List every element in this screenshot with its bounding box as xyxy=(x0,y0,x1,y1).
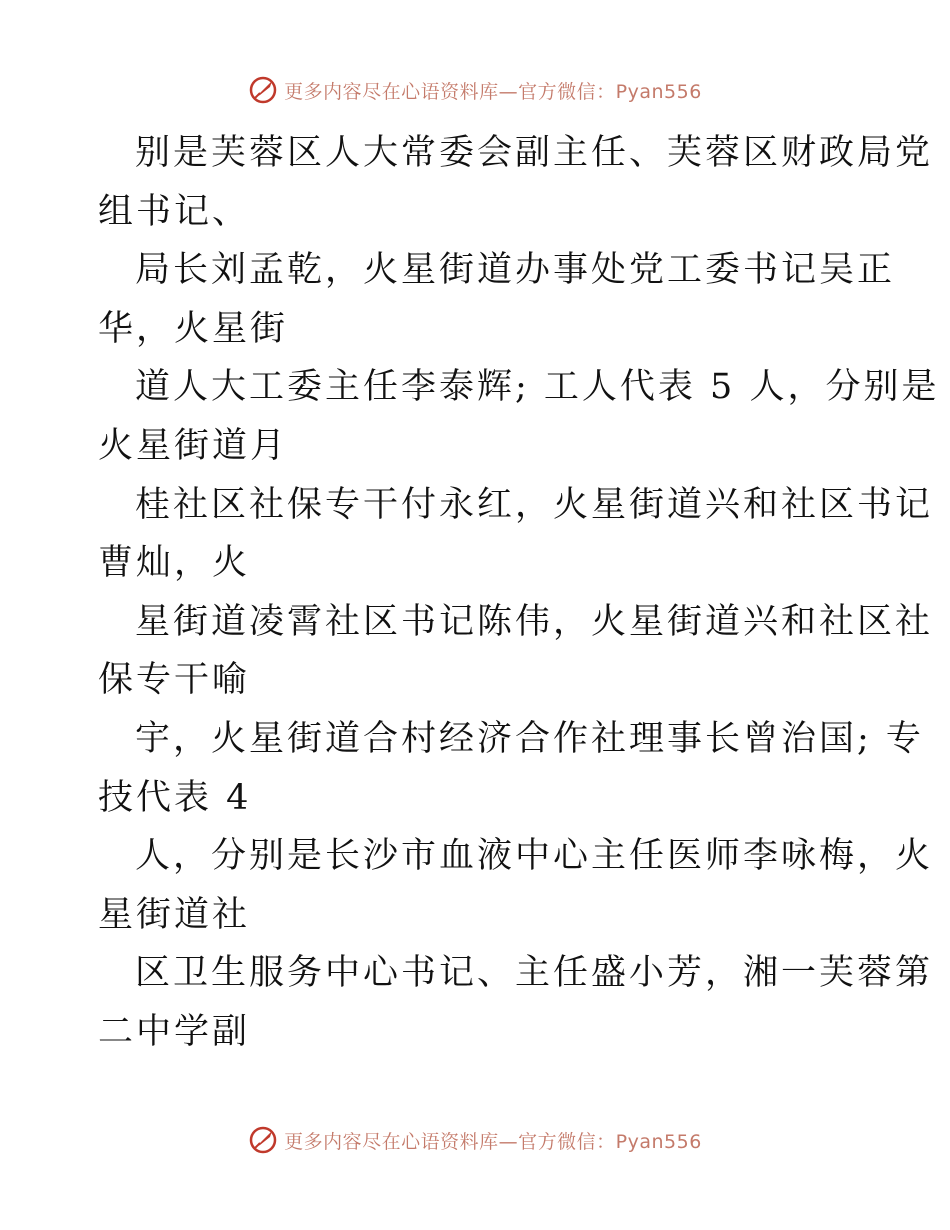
feather-pen-logo-icon xyxy=(248,1125,278,1155)
text-line: 桂社区社保专干付永红，火星街道兴和社区书记 xyxy=(135,484,934,525)
text-line: 道人大工委主任李泰辉; 工人代表 5 人，分别是 xyxy=(135,367,940,408)
text-line: 别是芙蓉区人大常委会副主任、芙蓉区财政局党 xyxy=(135,133,934,173)
text-line: 技代表 4 xyxy=(98,777,252,818)
text-line: 保专干喻 xyxy=(98,660,251,701)
text-line: 局长刘孟乾，火星街道办事处党工委书记吴正 xyxy=(135,250,896,291)
text-line: 星街道社 xyxy=(98,894,251,935)
feather-pen-logo-icon xyxy=(248,75,278,105)
text-line: 组书记、 xyxy=(98,191,251,232)
text-line: 人，分别是长沙市血液中心主任医师李咏梅，火 xyxy=(135,836,934,877)
header-banner xyxy=(0,70,950,110)
text-line: 火星街道月 xyxy=(98,425,289,466)
text-line: 星街道凌霄社区书记陈伟，火星街道兴和社区社 xyxy=(135,601,934,642)
footer-banner xyxy=(0,1120,950,1160)
footer-banner-text: 更多内容尽在心语资料库—官方微信：Pyan556 xyxy=(284,1130,702,1153)
header-banner-text: 更多内容尽在心语资料库—官方微信：Pyan556 xyxy=(284,80,702,103)
text-line: 宇，火星街道合村经济合作社理事长曾治国; 专 xyxy=(135,718,924,759)
text-line: 区卫生服务中心书记、主任盛小芳，湘一芙蓉第 xyxy=(135,953,934,994)
text-line: 华，火星街 xyxy=(98,308,289,349)
text-line: 二中学副 xyxy=(98,1011,251,1052)
document-body xyxy=(98,124,940,1062)
text-line: 曹灿，火 xyxy=(98,543,251,584)
